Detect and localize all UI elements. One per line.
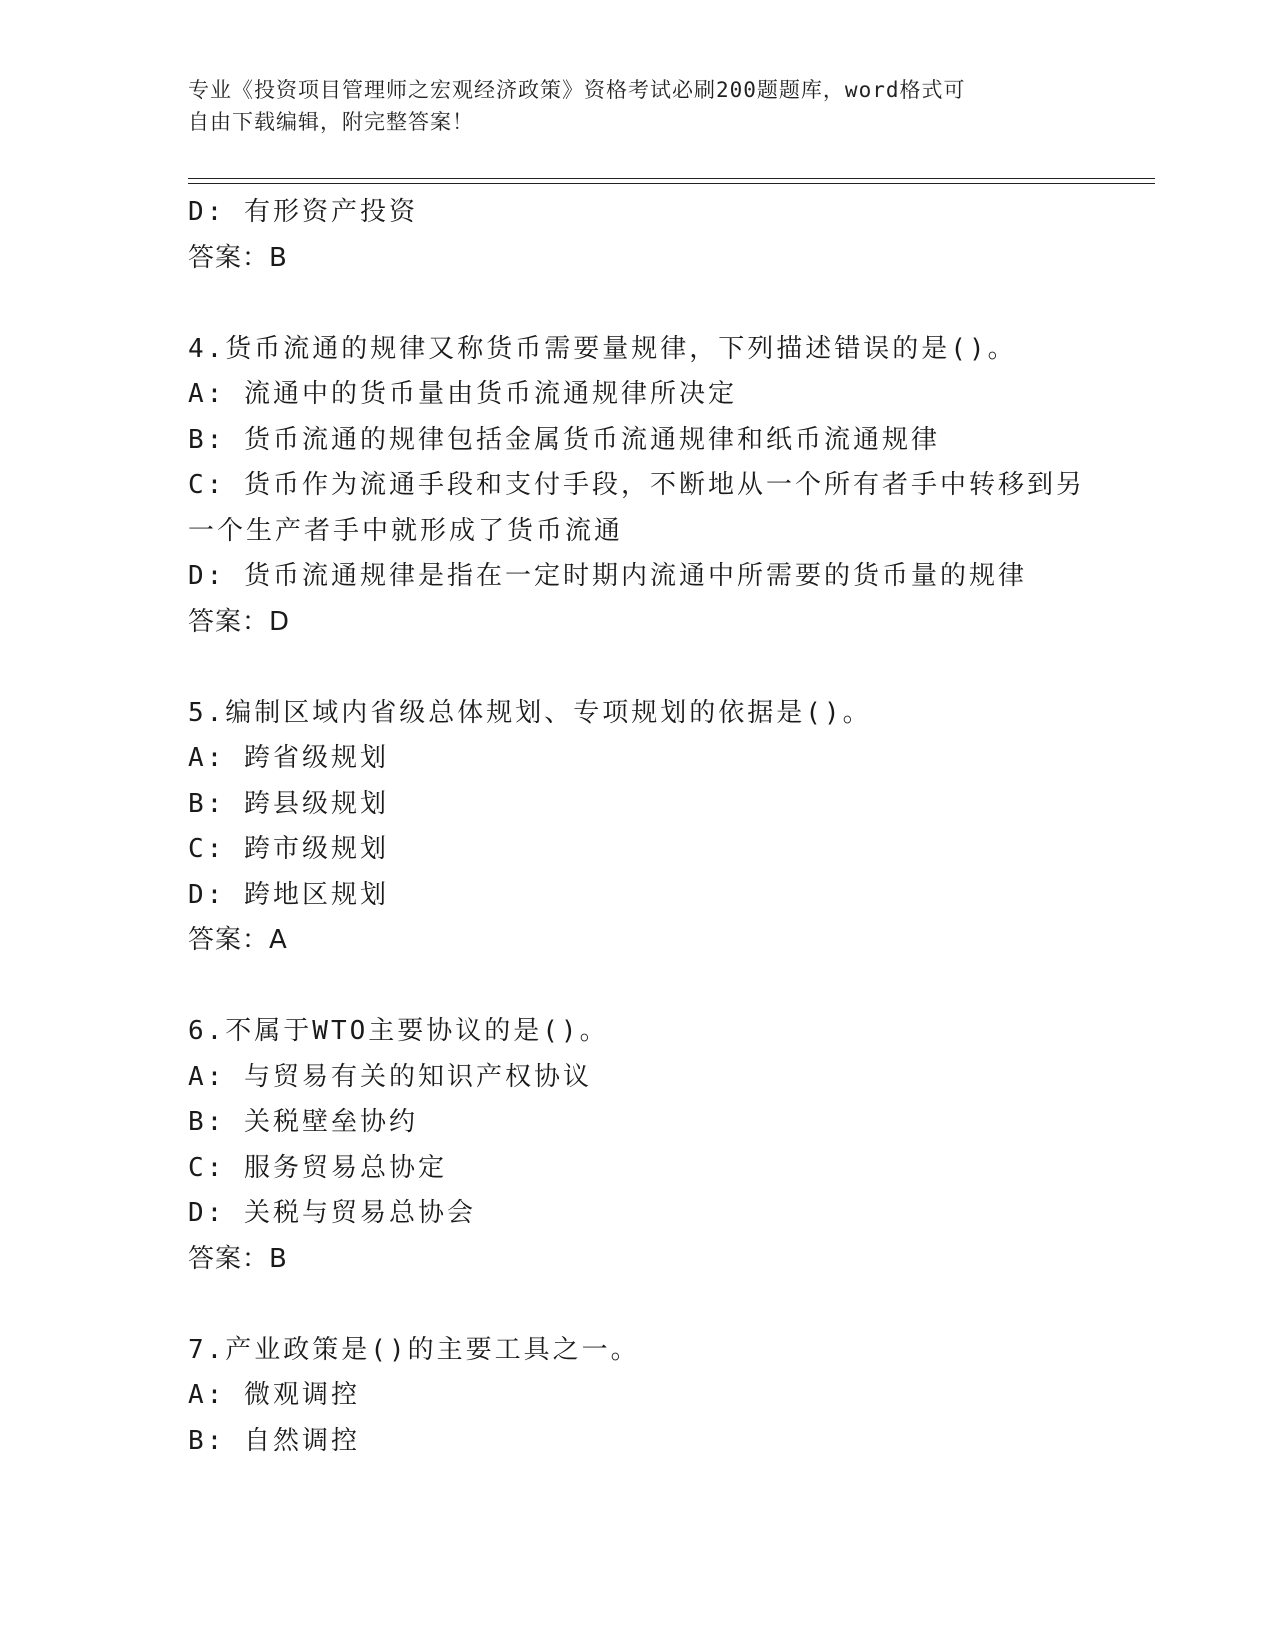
question-5-option-c: C: 跨市级规划 [188, 834, 389, 864]
question-5-answer: 答案：A [188, 925, 288, 955]
question-7-stem: 7.产业政策是()的主要工具之一。 [188, 1334, 640, 1365]
question-3-answer: 答案：B [188, 242, 288, 273]
question-3-option-d: D: 有形资产投资 [188, 197, 418, 227]
spacer [188, 964, 1148, 1010]
question-6-stem: 6.不属于WTO主要协议的是()。 [188, 1016, 609, 1046]
question-6-option-a: A: 与贸易有关的知识产权协议 [188, 1061, 592, 1092]
spacer [188, 645, 1148, 691]
question-6-option-c: C: 服务贸易总协定 [188, 1152, 447, 1183]
spacer [188, 1282, 1148, 1328]
question-4-stem: 4.货币流通的规律又称货币需要量规律，下列描述错误的是()。 [188, 333, 1017, 364]
question-5-option-d: D: 跨地区规划 [188, 879, 389, 910]
question-7 [188, 1328, 1148, 1465]
question-7-option-a: A: 微观调控 [188, 1380, 360, 1410]
question-3 [188, 190, 1148, 281]
header-divider-bottom [188, 183, 1155, 184]
question-4-option-d: D: 货币流通规律是指在一定时期内流通中所需要的货币量的规律 [188, 561, 1027, 591]
question-list [188, 190, 1148, 1464]
question-4-option-b: B: 货币流通的规律包括金属货币流通规律和纸币流通规律 [188, 424, 940, 455]
question-6-option-b: B: 关税壁垒协约 [188, 1107, 418, 1137]
question-4-answer: 答案：D [188, 606, 291, 637]
header-title-line-2: 自由下载编辑，附完整答案！ [188, 110, 474, 134]
spacer [188, 281, 1148, 327]
question-4-option-a: A: 流通中的货币量由货币流通规律所决定 [188, 379, 737, 409]
question-5-option-b: B: 跨县级规划 [188, 788, 389, 819]
header-title-line-1: 专业《投资项目管理师之宏观经济政策》资格考试必刷200题题库，word格式可 [188, 78, 966, 102]
question-4-option-c-line-1: C: 货币作为流通手段和支付手段，不断地从一个所有者手中转移到另 [188, 470, 1085, 500]
header-divider-top [188, 178, 1155, 179]
question-6 [188, 1009, 1148, 1282]
question-6-answer: 答案：B [188, 1243, 288, 1274]
question-5 [188, 691, 1148, 964]
question-4-option-c-line-2: 一个生产者手中就形成了货币流通 [188, 515, 624, 546]
question-5-option-a: A: 跨省级规划 [188, 743, 389, 773]
question-5-stem: 5.编制区域内省级总体规划、专项规划的依据是()。 [188, 697, 872, 728]
question-6-option-d: D: 关税与贸易总协会 [188, 1198, 476, 1228]
question-7-option-b: B: 自然调控 [188, 1425, 360, 1456]
document-header [188, 74, 1088, 138]
question-4 [188, 327, 1148, 646]
